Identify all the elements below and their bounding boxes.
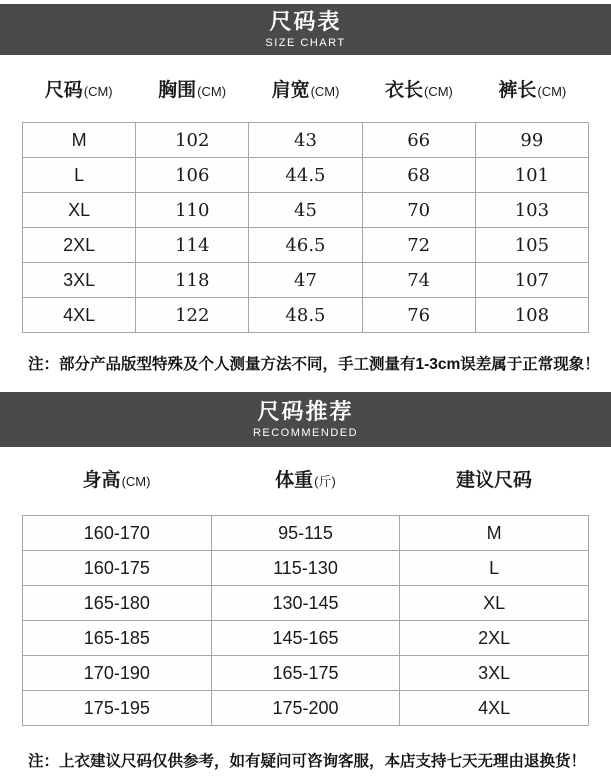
- size-table-column-headers: [22, 75, 589, 105]
- table-cell: 66: [362, 123, 475, 158]
- column-unit: (CM): [423, 84, 453, 99]
- column-unit: (CM): [121, 474, 151, 489]
- table-cell: 101: [475, 158, 588, 193]
- table-row: [23, 158, 589, 193]
- table-cell: 44.5: [249, 158, 362, 193]
- table-row: [23, 656, 589, 691]
- size-chart-title: 尺码表: [269, 9, 342, 35]
- section-size-chart: [0, 4, 611, 374]
- table-cell-size: 3XL: [23, 263, 136, 298]
- column-label: 建议尺码: [455, 470, 532, 491]
- table-cell: 76: [362, 298, 475, 333]
- table-cell-height: 160-175: [23, 551, 212, 586]
- table-cell: 72: [362, 228, 475, 263]
- table-cell-size: M: [23, 123, 136, 158]
- table-cell: 68: [362, 158, 475, 193]
- column-header-height: [22, 465, 211, 492]
- table-cell: 106: [136, 158, 249, 193]
- table-cell: 45: [249, 193, 362, 228]
- column-unit: (斤): [314, 474, 336, 489]
- recommended-subtitle: RECOMMENDED: [252, 426, 359, 439]
- table-cell-size: 4XL: [400, 691, 589, 726]
- table-cell-weight: 95-115: [211, 516, 400, 551]
- table-cell: 110: [136, 193, 249, 228]
- column-unit: (CM): [310, 84, 340, 99]
- column-label: 体重: [275, 470, 314, 491]
- table-cell: 105: [475, 228, 588, 263]
- size-chart-subtitle: SIZE CHART: [265, 36, 346, 49]
- table-cell-height: 160-170: [23, 516, 212, 551]
- table-row: [23, 621, 589, 656]
- table-cell: 47: [249, 263, 362, 298]
- table-cell-size: L: [400, 551, 589, 586]
- table-cell: 114: [136, 228, 249, 263]
- column-label: 尺码: [44, 80, 83, 101]
- column-header-chest: [135, 75, 248, 102]
- table-cell: 46.5: [249, 228, 362, 263]
- table-cell: 48.5: [249, 298, 362, 333]
- table-cell-size: 4XL: [23, 298, 136, 333]
- table-cell: 43: [249, 123, 362, 158]
- column-header-garment-length: [362, 75, 475, 102]
- table-cell: 107: [475, 263, 588, 298]
- column-label: 裤长: [498, 80, 537, 101]
- table-cell-weight: 175-200: [211, 691, 400, 726]
- recommend-table-column-headers: [22, 465, 589, 500]
- table-row: [23, 228, 589, 263]
- size-table-note: 注：部分产品版型特殊及个人测量方法不同，手工测量有1-3cm误差属于正常现象！: [28, 356, 600, 373]
- table-cell-weight: 145-165: [211, 621, 400, 656]
- table-cell: 103: [475, 193, 588, 228]
- size-table: [22, 122, 589, 333]
- table-cell-weight: 115-130: [211, 551, 400, 586]
- table-cell: 108: [475, 298, 588, 333]
- column-unit: (CM): [83, 84, 113, 99]
- table-row: [23, 586, 589, 621]
- table-cell-height: 170-190: [23, 656, 212, 691]
- table-cell-size: L: [23, 158, 136, 193]
- column-header-pants-length: [476, 75, 589, 102]
- recommend-table: [22, 515, 589, 726]
- column-unit: (CM): [197, 84, 227, 99]
- table-cell-weight: 165-175: [211, 656, 400, 691]
- table-row: [23, 516, 589, 551]
- table-cell: 99: [475, 123, 588, 158]
- table-cell: 74: [362, 263, 475, 298]
- table-row: [23, 123, 589, 158]
- table-cell-size: 3XL: [400, 656, 589, 691]
- table-cell-size: M: [400, 516, 589, 551]
- recommended-title: 尺码推荐: [257, 399, 354, 425]
- table-cell: 70: [362, 193, 475, 228]
- table-row: [23, 551, 589, 586]
- recommended-header-bar: [0, 392, 611, 447]
- table-cell: 102: [136, 123, 249, 158]
- column-label: 衣长: [384, 80, 423, 101]
- table-cell-size: 2XL: [23, 228, 136, 263]
- table-row: [23, 263, 589, 298]
- table-row: [23, 691, 589, 726]
- column-header-size: [22, 75, 135, 102]
- column-label: 肩宽: [271, 80, 310, 101]
- table-row: [23, 298, 589, 333]
- table-cell: 118: [136, 263, 249, 298]
- size-chart-header-bar: [0, 4, 611, 55]
- table-cell-height: 165-180: [23, 586, 212, 621]
- column-header-suggested-size: [400, 465, 589, 492]
- column-label: 胸围: [158, 80, 197, 101]
- section-recommended: [0, 392, 611, 771]
- column-header-weight: [211, 465, 400, 492]
- table-cell-size: 2XL: [400, 621, 589, 656]
- table-cell-size: XL: [23, 193, 136, 228]
- recommend-table-note: 注：上衣建议尺码仅供参考，如有疑问可咨询客服，本店支持七天无理由退换货！: [28, 753, 587, 770]
- table-row: [23, 193, 589, 228]
- table-cell-weight: 130-145: [211, 586, 400, 621]
- table-cell-height: 175-195: [23, 691, 212, 726]
- table-cell-height: 165-185: [23, 621, 212, 656]
- column-unit: (CM): [537, 84, 567, 99]
- table-cell-size: XL: [400, 586, 589, 621]
- size-chart-page: [0, 4, 611, 771]
- table-cell: 122: [136, 298, 249, 333]
- column-header-shoulder: [249, 75, 362, 102]
- column-label: 身高: [82, 470, 121, 491]
